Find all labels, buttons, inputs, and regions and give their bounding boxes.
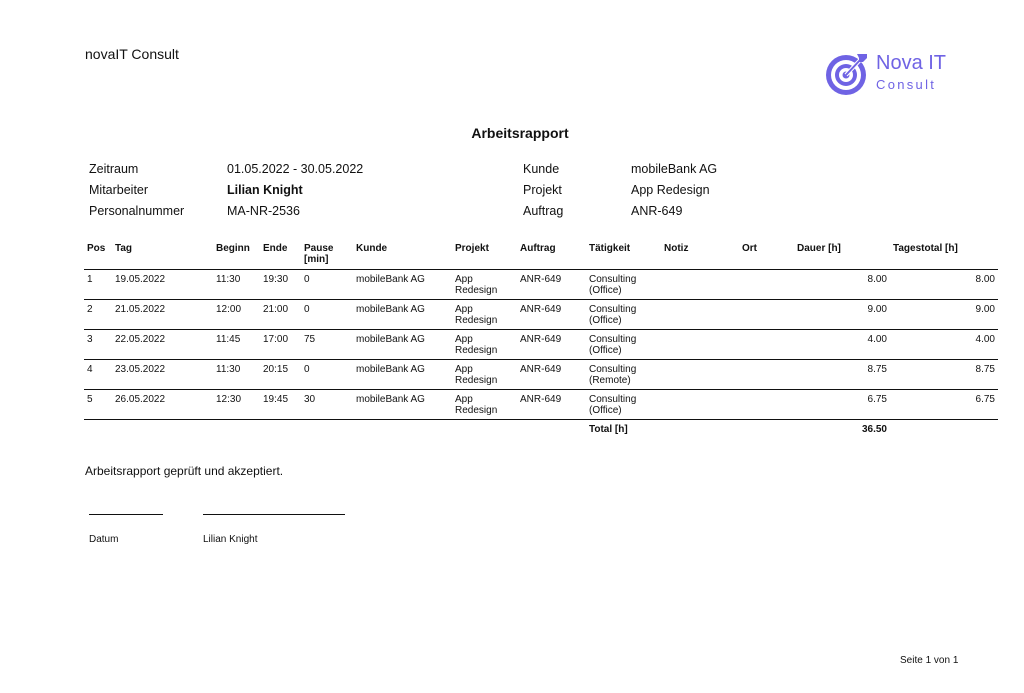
cell-projekt-line1: App: [455, 273, 473, 285]
col-header-pause-line1: Pause: [304, 243, 334, 254]
cell-taetigkeit-line1: Consulting: [589, 303, 637, 315]
cell-tag: 22.05.2022: [115, 333, 166, 345]
cell-pos: 3: [87, 333, 93, 345]
company-logo: [823, 50, 963, 102]
cell-pause: 0: [304, 273, 310, 285]
approval-text: Arbeitsrapport geprüft und akzeptiert.: [85, 464, 284, 478]
cell-notiz: [661, 269, 739, 299]
cell-projekt: [452, 299, 517, 329]
cell-kunde: mobileBank AG: [356, 303, 425, 315]
cell-projekt: [452, 389, 517, 419]
cell-projekt-line2: Redesign: [455, 374, 498, 386]
cell-taetigkeit-line2: (Office): [589, 344, 622, 356]
cell-tag: 21.05.2022: [115, 303, 166, 315]
total-row: [84, 419, 998, 449]
cell-projekt-line1: App: [455, 333, 473, 345]
cell-auftrag: ANR-649: [520, 273, 562, 285]
cell-taetigkeit: [586, 269, 661, 299]
col-header-pause-line2: [min]: [304, 254, 329, 265]
cell-pause: 30: [304, 393, 316, 405]
total-empty-cell: [353, 419, 452, 449]
meta-label-zeitraum: Zeitraum: [89, 162, 139, 176]
total-empty-cell: [890, 419, 998, 449]
cell-taetigkeit-line2: (Remote): [589, 374, 631, 386]
col-header-kunde: Kunde: [356, 243, 388, 254]
cell-taetigkeit-line1: Consulting: [589, 363, 637, 375]
cell-kunde: mobileBank AG: [356, 363, 425, 375]
cell-taetigkeit-line2: (Office): [589, 404, 622, 416]
cell-dauer: 9.00: [867, 303, 887, 315]
cell-kunde: mobileBank AG: [356, 273, 425, 285]
cell-ort: [739, 359, 794, 389]
cell-tag: 23.05.2022: [115, 363, 166, 375]
total-empty-cell: [301, 419, 353, 449]
meta-label-projekt: Projekt: [523, 183, 562, 197]
total-value: 36.50: [861, 423, 887, 435]
cell-tagestotal: 8.75: [975, 363, 995, 375]
cell-projekt-line2: Redesign: [455, 344, 498, 356]
cell-projekt-line1: App: [455, 363, 473, 375]
table-row: [84, 389, 998, 419]
cell-notiz: [661, 299, 739, 329]
table-row: [84, 299, 998, 329]
meta-value-zeitraum: 01.05.2022 - 30.05.2022: [227, 162, 364, 176]
company-name: novaIT Consult: [85, 46, 179, 62]
cell-kunde: mobileBank AG: [356, 393, 425, 405]
cell-pause: 0: [304, 363, 310, 375]
cell-taetigkeit-line1: Consulting: [589, 393, 637, 405]
total-empty-cell: [661, 419, 739, 449]
cell-projekt: [452, 269, 517, 299]
target-icon: [823, 50, 869, 98]
cell-ende: 21:00: [263, 303, 289, 315]
cell-projekt-line2: Redesign: [455, 404, 498, 416]
cell-projekt-line1: App: [455, 393, 473, 405]
cell-dauer: 6.75: [867, 393, 887, 405]
cell-dauer: 8.00: [867, 273, 887, 285]
cell-projekt-line2: Redesign: [455, 314, 498, 326]
cell-beginn: 12:30: [216, 393, 242, 405]
cell-taetigkeit: [586, 329, 661, 359]
cell-auftrag: ANR-649: [520, 303, 562, 315]
cell-pos: 1: [87, 273, 93, 285]
cell-ort: [739, 329, 794, 359]
cell-beginn: 11:30: [216, 363, 241, 375]
meta-label-kunde: Kunde: [523, 162, 560, 176]
meta-label-auftrag: Auftrag: [523, 204, 564, 218]
cell-tagestotal: 8.00: [975, 273, 995, 285]
cell-dauer: 4.00: [867, 333, 887, 345]
cell-ort: [739, 299, 794, 329]
total-empty-cell: [452, 419, 517, 449]
logo-title: Nova IT: [876, 52, 947, 74]
cell-pos: 4: [87, 363, 93, 375]
col-header-ende: Ende: [263, 243, 288, 254]
signature-label-date: Datum: [89, 534, 119, 545]
cell-projekt: [452, 359, 517, 389]
cell-tag: 19.05.2022: [115, 273, 166, 285]
cell-kunde: mobileBank AG: [356, 333, 425, 345]
work-report-table: [84, 240, 998, 449]
cell-pause: 0: [304, 303, 310, 315]
cell-notiz: [661, 329, 739, 359]
cell-auftrag: ANR-649: [520, 393, 562, 405]
cell-tagestotal: 4.00: [975, 333, 995, 345]
cell-beginn: 12:00: [216, 303, 242, 315]
cell-auftrag: ANR-649: [520, 333, 562, 345]
cell-pos: 2: [87, 303, 93, 315]
cell-projekt: [452, 329, 517, 359]
logo-subtitle: Consult: [876, 77, 937, 92]
cell-taetigkeit-line2: (Office): [589, 314, 622, 326]
cell-taetigkeit-line1: Consulting: [589, 273, 637, 285]
signature-label-employee: Lilian Knight: [203, 534, 258, 545]
cell-tagestotal: 6.75: [975, 393, 995, 405]
cell-auftrag: ANR-649: [520, 363, 562, 375]
col-header-beginn: Beginn: [216, 243, 250, 254]
col-header-pause: [301, 240, 353, 269]
col-header-taetigkeit: Tätigkeit: [589, 243, 631, 254]
meta-label-mitarbeiter: Mitarbeiter: [89, 183, 149, 197]
col-header-tagestotal: Tagestotal [h]: [893, 243, 958, 254]
signature-line-date: [89, 514, 163, 515]
cell-beginn: 11:30: [216, 273, 241, 285]
document-title: Arbeitsrapport: [471, 125, 569, 141]
cell-pos: 5: [87, 393, 93, 405]
col-header-ort: Ort: [742, 243, 757, 254]
meta-value-mitarbeiter: Lilian Knight: [227, 183, 303, 197]
col-header-projekt: Projekt: [455, 243, 489, 254]
meta-value-auftrag: ANR-649: [631, 204, 683, 218]
cell-ende: 17:00: [263, 333, 289, 345]
cell-projekt-line1: App: [455, 303, 473, 315]
table-row: [84, 359, 998, 389]
total-empty-cell: [112, 419, 213, 449]
cell-pause: 75: [304, 333, 316, 345]
cell-taetigkeit-line1: Consulting: [589, 333, 637, 345]
meta-value-personalnummer: MA-NR-2536: [227, 204, 300, 218]
total-empty-cell: [260, 419, 301, 449]
cell-notiz: [661, 359, 739, 389]
cell-taetigkeit: [586, 389, 661, 419]
meta-label-personalnummer: Personalnummer: [89, 204, 185, 218]
cell-ende: 19:30: [263, 273, 289, 285]
col-header-notiz: Notiz: [664, 243, 689, 254]
total-label: Total [h]: [589, 423, 628, 435]
signature-line-employee: [203, 514, 345, 515]
meta-value-kunde: mobileBank AG: [631, 162, 718, 176]
cell-notiz: [661, 389, 739, 419]
table-row: [84, 269, 998, 299]
total-empty-cell: [739, 419, 794, 449]
cell-ende: 20:15: [263, 363, 289, 375]
table-header-row: [84, 240, 998, 269]
total-empty-cell: [84, 419, 112, 449]
col-header-pos: Pos: [87, 243, 106, 254]
cell-projekt-line2: Redesign: [455, 284, 498, 296]
meta-value-projekt: App Redesign: [631, 183, 710, 197]
cell-taetigkeit: [586, 299, 661, 329]
col-header-dauer: Dauer [h]: [797, 243, 841, 254]
page-number: Seite 1 von 1: [900, 655, 959, 666]
total-empty-cell: [213, 419, 260, 449]
cell-dauer: 8.75: [867, 363, 887, 375]
cell-taetigkeit: [586, 359, 661, 389]
cell-tagestotal: 9.00: [975, 303, 995, 315]
cell-beginn: 11:45: [216, 333, 241, 345]
col-header-auftrag: Auftrag: [520, 243, 556, 254]
cell-tag: 26.05.2022: [115, 393, 166, 405]
cell-ort: [739, 269, 794, 299]
cell-taetigkeit-line2: (Office): [589, 284, 622, 296]
total-empty-cell: [517, 419, 586, 449]
table-row: [84, 329, 998, 359]
cell-ende: 19:45: [263, 393, 289, 405]
cell-ort: [739, 389, 794, 419]
col-header-tag: Tag: [115, 243, 133, 254]
